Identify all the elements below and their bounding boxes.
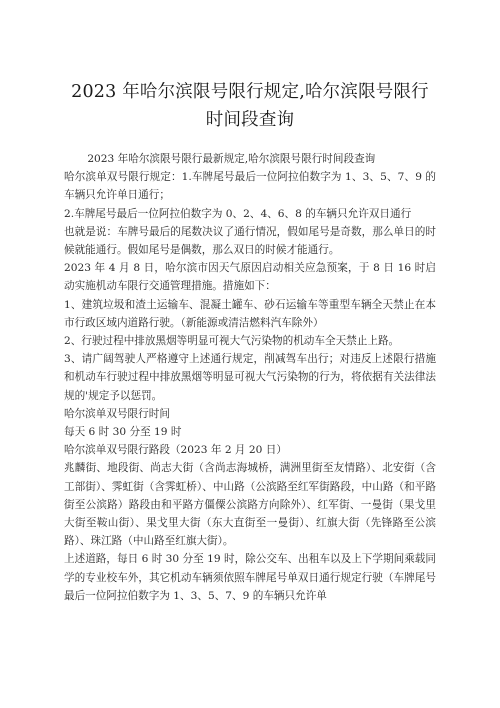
paragraph-rule-even: 2.车牌尾号最后一位阿拉伯数字为 0、2、4、6、8 的车辆只允许双日通行: [64, 207, 412, 220]
paragraph-subtitle: 2023 年哈尔滨限号限行最新规定,哈尔滨限号限行时间段查询: [87, 153, 376, 165]
paragraph-measure-2: 2、行驶过程中排放黑烟等明显可视大气污染物的机动车全天禁止上路。: [64, 335, 400, 348]
paragraph-road-list: 兆麟街、地段街、尚志大街（含尚志海城桥，满洲里街至友情路）、北安街（含工部街）、霁虹街（含霁虹桥）、中山路（公滨路至红军街路段，中山路（和平路街至公滨路）路段由和平路方僵僳公滨路方向除外）、红军街、一曼街（果戈里大街至鞍山街）、果戈里大街（东大直街至一曼街）、红旗大街（先锋路至公滨路）、珠江路（中山路至红旗大街）。: [64, 462, 436, 548]
paragraph-heading-roads: 哈尔滨单双号限行路段（2023 年 2 月 20 日）: [64, 444, 287, 457]
paragraph-measure-3: 3、请广阔驾驶人严格遵守上述通行规定，削减驾车出行；对违反上述限行措施和机动车行驶过程中排放黑烟等明显可视大气污染物的行为，将依据有关法律法规的'规定予以惩罚。: [64, 353, 436, 402]
paragraph-measure-1: 1、建筑垃圾和渣土运输车、混凝土罐车、砂石运输车等重型车辆全天禁止在本市行政区域内道路行驶。（新能源或清洁燃料汽车除外）: [64, 298, 436, 329]
document-title: 2023 年哈尔滨限号限行规定,哈尔滨限号限行时间段查询: [71, 82, 429, 130]
paragraph-explanation: 也就是说：车牌号最后的尾数决议了通行情况，假如尾号是奇数，那么单日的时候就能通行。假如尾号是偶数，那么双日的时候才能通行。: [64, 225, 436, 257]
paragraph-time-range: 每天 6 时 30 分至 19 时: [64, 426, 182, 439]
paragraph-rule-odd: 哈尔滨单双号限行规定：1.车牌尾号最后一位阿拉伯数字为 1、3、5、7、9 的车辆只允许单日通行；: [64, 171, 436, 202]
paragraph-heading-time: 哈尔滨单双号限行时间: [64, 407, 170, 420]
paragraph-road-rules: 上述道路，每日 6 时 30 分至 19 时，除公交车、出租车以及上下学期间乘载同学的专业校车外，其它机动车辆须依照车牌尾号单双日通行规定行驶（车牌尾号最后一位阿拉伯数字为 1、3、5、7、9 的车辆只允许单: [64, 553, 436, 602]
paragraph-announcement: 2023 年 4 月 8 日，哈尔滨市因天气原因启动相关应急预案，于 8 日 16 时启动实施机动车限行交通管理措施。措施如下：: [64, 262, 436, 293]
document-body: [64, 150, 436, 605]
